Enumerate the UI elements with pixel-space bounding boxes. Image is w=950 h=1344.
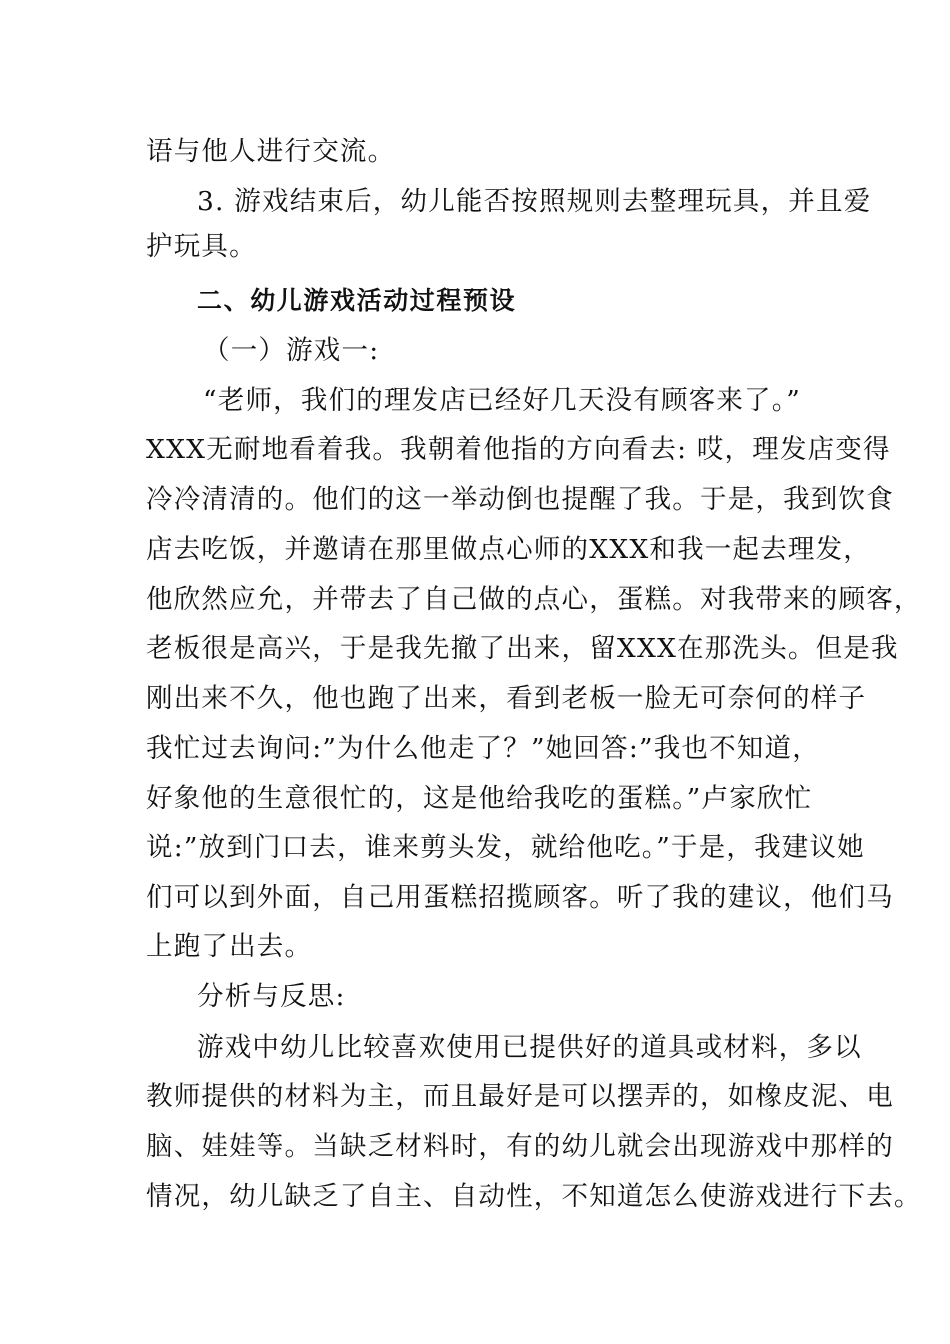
- paragraph-line: 3. 游戏结束后，幼儿能否按照规则去整理玩具，并且爱: [197, 186, 872, 217]
- section-heading: 二、幼儿游戏活动过程预设: [197, 286, 517, 315]
- paragraph-line: 语与他人进行交流。: [146, 136, 396, 167]
- paragraph-line: 我忙过去询问:”为什么他走了？”她回答:”我也不知道，: [146, 733, 820, 764]
- analysis-heading: 分析与反思:: [197, 981, 346, 1012]
- paragraph-line: 教师提供的材料为主，而且最好是可以摆弄的，如橡皮泥、电: [146, 1081, 894, 1112]
- subsection-heading: （一）游戏一:: [203, 335, 380, 366]
- paragraph-line: 游戏中幼儿比较喜欢使用已提供好的道具或材料，多以: [197, 1032, 862, 1063]
- paragraph-line: 刚出来不久，他也跑了出来，看到老板一脸无可奈何的样子: [146, 683, 867, 714]
- paragraph-line: 们可以到外面，自己用蛋糕招揽顾客。听了我的建议，他们马: [146, 882, 894, 913]
- paragraph-line: 他欣然应允，并带去了自己做的点心，蛋糕。对我带来的顾客，: [146, 584, 922, 615]
- paragraph-line: “老师，我们的理发店已经好几天没有顾客来了。”: [203, 385, 801, 416]
- paragraph-line: XXX无耐地看着我。我朝着他指的方向看去: 哎，理发店变得: [146, 434, 891, 465]
- paragraph-line: 上跑了出去。: [146, 931, 313, 962]
- paragraph-line: 店去吃饭，并邀请在那里做点心师的XXX和我一起去理发，: [146, 534, 871, 565]
- paragraph-line: 老板很是高兴，于是我先撤了出来，留XXX在那洗头。但是我: [146, 633, 899, 664]
- paragraph-line: 护玩具。: [146, 231, 257, 262]
- paragraph-line: 情况，幼儿缺乏了自主、自动性，不知道怎么使游戏进行下去。: [146, 1181, 922, 1212]
- paragraph-line: 脑、娃娃等。当缺乏材料时，有的幼儿就会出现游戏中那样的: [146, 1131, 894, 1162]
- paragraph-line: 冷冷清清的。他们的这一举动倒也提醒了我。于是，我到饮食: [146, 484, 894, 515]
- paragraph-line: 好象他的生意很忙的，这是他给我吃的蛋糕。”卢家欣忙: [146, 783, 813, 814]
- paragraph-line: 说:”放到门口去，谁来剪头发，就给他吃。”于是，我建议她: [146, 832, 865, 863]
